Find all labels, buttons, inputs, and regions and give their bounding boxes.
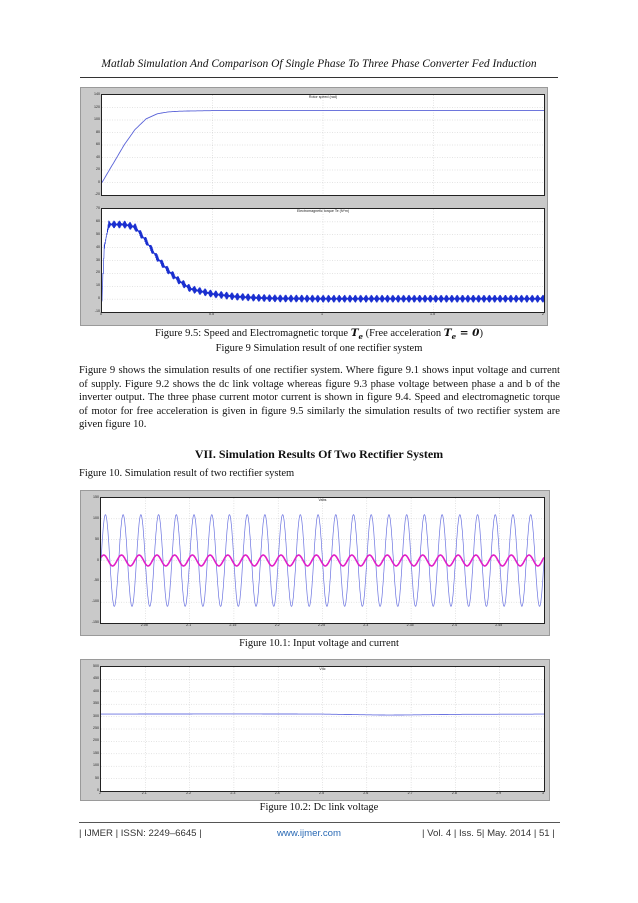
y-tick-label: 120 — [94, 104, 100, 109]
x-tick-label: 2.3 — [230, 791, 236, 795]
speed-plot — [102, 95, 544, 195]
input-voltage-current-plot — [101, 498, 544, 623]
input-voltage-panel — [100, 497, 545, 624]
figure-9-caption: Figure 9 Simulation result of one rectifier system — [215, 343, 423, 354]
y-tick-label: 0 — [98, 296, 100, 301]
footer-volume: | Vol. 4 | Iss. 5| May. 2014 | 51 | — [422, 828, 555, 839]
body-paragraph: Figure 9 shows the simulation results of one rectifier system. Where figure 9.1 shows input voltage and current of supply. Figure 9.2 shows the dc link voltage whereas figure 9.3 phase voltage between phase a and b of the inverter output. The three phase current motor current is shown in figure 9.4. Speed and electromagnetic torque of motor for free acceleration is given in figure 9.5 similarly the simulation results of two rectifier system are given figure 10. — [79, 365, 560, 431]
x-tick-label: 1.5 — [430, 312, 435, 316]
y-tick-label: 50 — [96, 231, 100, 236]
x-tick-label: 2.3 — [363, 623, 369, 627]
y-tick-label: 30 — [96, 257, 100, 262]
y-tick-label: 50 — [95, 536, 99, 541]
y-tick-label: -100 — [91, 599, 99, 604]
x-tick-label: 2.4 — [451, 623, 457, 627]
torque-panel — [101, 208, 545, 313]
y-tick-label: 200 — [93, 738, 99, 743]
y-tick-label: 60 — [96, 142, 100, 146]
x-tick-label: 2.25 — [318, 623, 325, 627]
y-tick-label: 100 — [94, 117, 100, 121]
speed-panel — [101, 94, 545, 196]
te-symbol: $T_e$ — [350, 327, 363, 342]
figure-10-label: Figure 10. Simulation result of two rectifier system — [79, 468, 295, 479]
x-tick-label: 2.2 — [274, 623, 280, 627]
figure-10-2 — [80, 659, 550, 801]
footer-issn: | IJMER | ISSN: 2249–6645 | — [79, 828, 202, 839]
te-zero-symbol: $T_e = 0$ — [443, 327, 480, 342]
figure-9-5 — [80, 87, 548, 326]
figure-10-2-caption: Figure 10.2: Dc link voltage — [259, 802, 379, 813]
y-tick-label: 500 — [93, 664, 99, 668]
x-tick-label: 2.5 — [319, 791, 324, 795]
input-plot-title: Vabs — [318, 498, 327, 502]
running-header: Matlab Simulation And Comparison Of Single Phase To Three Phase Converter Fed Induction — [101, 58, 537, 70]
section-heading: VII. Simulation Results Of Two Rectifier System — [194, 447, 444, 461]
footer-rule — [79, 822, 560, 823]
speed-plot-title: Rotor speed (rad) — [308, 95, 338, 99]
x-tick-label: 2.35 — [406, 623, 414, 627]
y-tick-label: 70 — [96, 206, 100, 210]
y-tick-label: 250 — [93, 726, 99, 730]
torque-plot — [102, 209, 544, 312]
x-tick-label: 2.4 — [274, 791, 280, 795]
figure-10-1 — [80, 490, 550, 636]
speed-line — [102, 111, 544, 183]
y-tick-label: 20 — [96, 270, 100, 275]
caption-9-5-text: Figure 9.5: Speed and Electromagnetic torque — [155, 328, 349, 339]
x-tick-label: 2.2 — [186, 791, 192, 795]
x-tick-label: 2.1 — [141, 791, 147, 795]
y-tick-label: 0 — [97, 557, 99, 562]
y-tick-label: 40 — [96, 154, 100, 159]
y-tick-label: 450 — [93, 676, 99, 681]
torque-plot-title: Electromagnetic torque Te (N*m) — [296, 209, 350, 213]
y-tick-label: 50 — [95, 775, 99, 780]
y-tick-label: 400 — [93, 688, 99, 693]
header-rule — [80, 77, 558, 78]
y-tick-label: 300 — [93, 713, 99, 718]
dc-link-panel — [100, 666, 545, 792]
x-tick-label: 2.8 — [451, 791, 457, 795]
figure-9-5-caption — [0, 327, 638, 341]
x-tick-label: 2 — [99, 791, 101, 795]
y-tick-label: 140 — [94, 92, 100, 96]
dc-plot-title: Vdc — [319, 667, 326, 671]
y-tick-label: -20 — [94, 192, 100, 196]
x-tick-label: 2.45 — [495, 623, 503, 627]
caption-9-5-mid: (Free acceleration — [365, 328, 442, 339]
y-tick-label: 0 — [97, 788, 99, 792]
y-tick-label: 150 — [93, 750, 99, 755]
footer-link[interactable]: www.ijmer.com — [277, 828, 341, 839]
y-tick-label: 10 — [96, 283, 100, 288]
caption-9-5-end: ) — [479, 328, 483, 339]
x-tick-label: 2.15 — [229, 623, 237, 627]
y-tick-label: 100 — [93, 763, 99, 768]
x-tick-label: 2.9 — [496, 791, 502, 795]
y-tick-label: -150 — [91, 620, 99, 624]
figure-10-1-caption: Figure 10.1: Input voltage and current — [239, 638, 399, 649]
x-tick-label: 0 — [100, 312, 102, 316]
y-tick-label: 350 — [93, 701, 99, 706]
x-tick-label: 0.5 — [209, 312, 214, 316]
x-tick-label: 2.6 — [363, 791, 369, 795]
y-tick-label: -50 — [93, 578, 99, 583]
y-tick-label: -10 — [94, 309, 100, 313]
x-tick-label: 2 — [542, 312, 544, 316]
y-tick-label: 40 — [96, 244, 100, 249]
dc-link-plot — [101, 667, 544, 791]
y-tick-label: 80 — [96, 129, 100, 134]
y-tick-label: 100 — [93, 515, 99, 520]
y-tick-label: 60 — [96, 218, 100, 223]
x-tick-label: 2.7 — [407, 791, 413, 795]
x-tick-label: 3 — [542, 791, 544, 795]
y-tick-label: 20 — [96, 167, 100, 171]
y-tick-label: 0 — [98, 179, 100, 184]
x-tick-label: 2.05 — [140, 623, 148, 627]
x-tick-label: 2.1 — [186, 623, 192, 627]
y-tick-label: 150 — [93, 495, 99, 499]
x-tick-label: 1 — [321, 312, 323, 316]
